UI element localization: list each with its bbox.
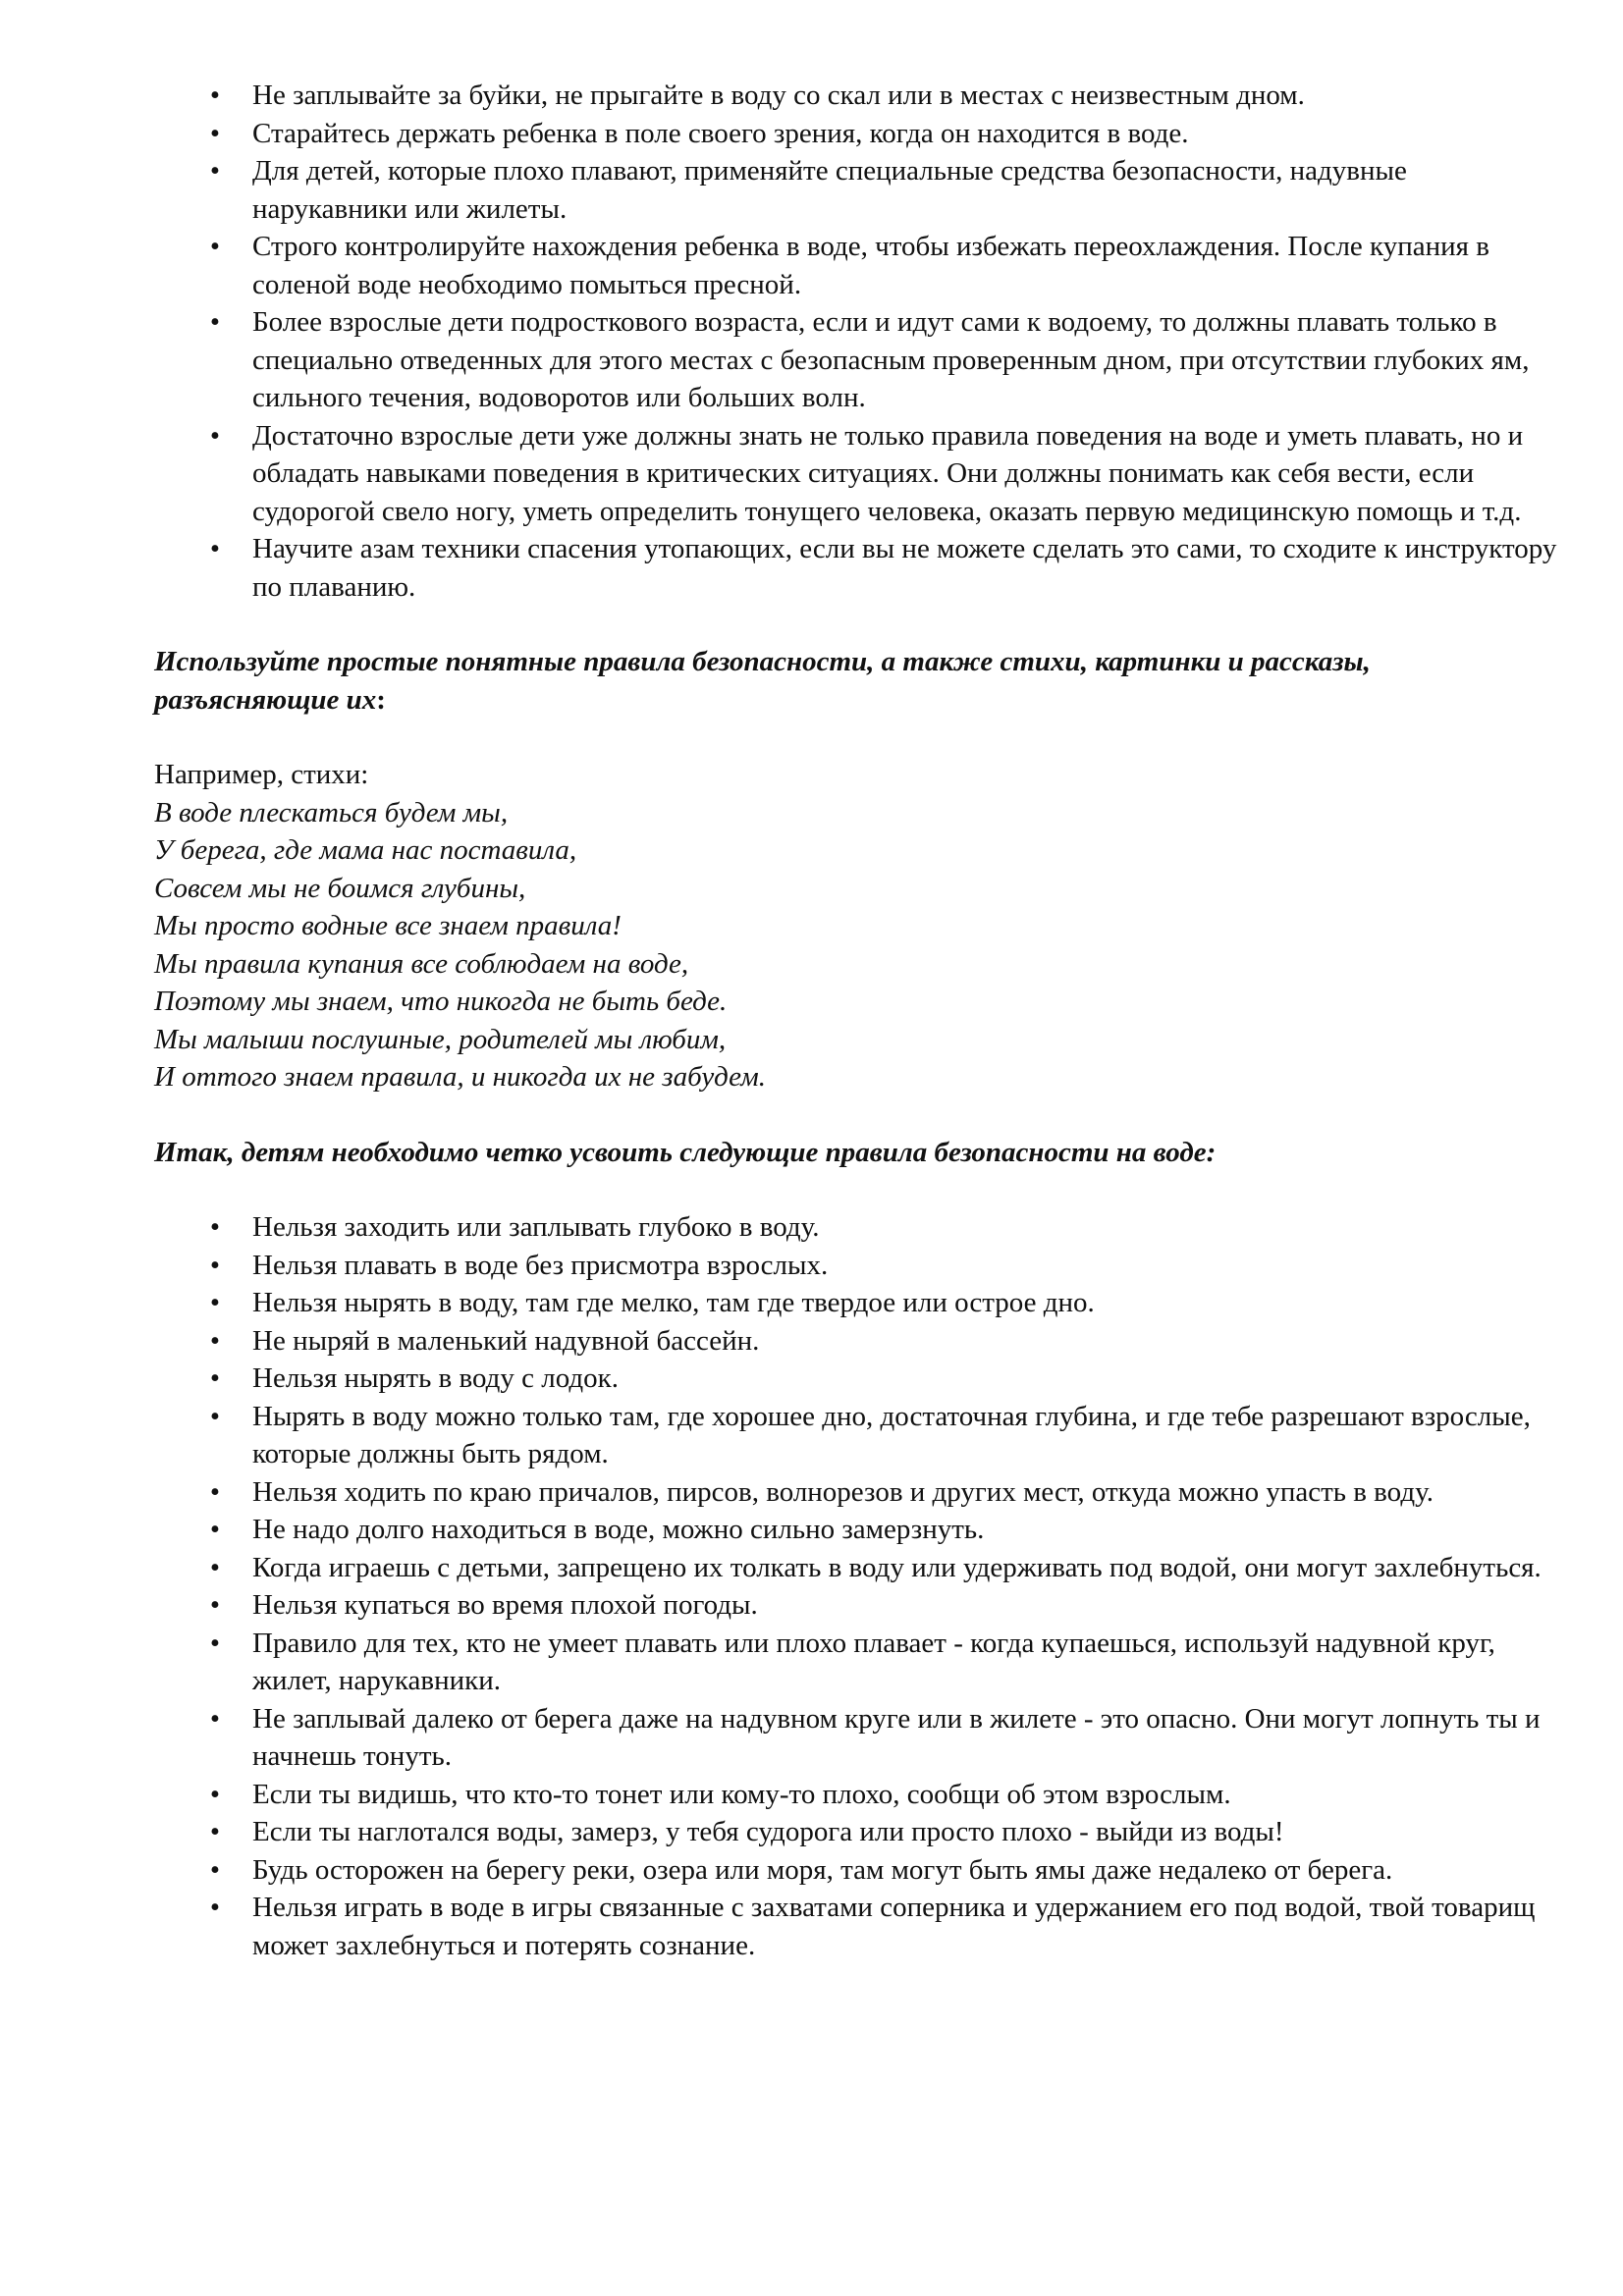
list-item: • Когда играешь с детьми, запрещено их толкать в воду или удерживать под водой, они могут захлебнуться. — [154, 1549, 1558, 1587]
bullet-icon: • — [209, 117, 221, 149]
bullet-icon: • — [209, 1514, 221, 1545]
list-item: • Нельзя нырять в воду, там где мелко, там где твердое или острое дно. — [154, 1284, 1558, 1322]
list-item: • Нельзя купаться во время плохой погоды. — [154, 1586, 1558, 1625]
list-item: • Старайтесь держать ребенка в поле своего зрения, когда он находится в воде. — [154, 115, 1558, 153]
poem-line: У берега, где мама нас поставила, — [154, 834, 577, 866]
list-item: • Не заплывайте за буйки, не прыгайте в воду со скал или в местах с неизвестным дном. — [154, 77, 1558, 115]
list-item: • Достаточно взрослые дети уже должны знать не только правила поведения на воде и уметь плавать, но и обладать навыками поведения в критических ситуациях. Они должны понимать как себя вести, если судорогой свело ногу, уметь определить тонущего человека, оказать первую медицинскую помощь и т.д. — [154, 417, 1558, 531]
poem-line: Мы малыши послушные, родителей мы любим, — [154, 1023, 727, 1055]
bullet-icon: • — [209, 1324, 221, 1357]
list-item: • Если ты наглотался воды, замерз, у тебя судорога или просто плохо - выйди из воды! — [154, 1813, 1558, 1851]
list-item: • Будь осторожен на берегу реки, озера или моря, там могут быть ямы даже недалеко от берега. — [154, 1851, 1558, 1890]
list-item: • Не ныряй в маленький надувной бассейн. — [154, 1322, 1558, 1361]
bullet-icon: • — [209, 1702, 221, 1735]
poem-line: Мы просто водные все знаем правила! — [154, 910, 622, 941]
list-item: • Научите азам техники спасения утопающих, если вы не можете сделать это сами, то сходите к инструктору по плаванию. — [154, 530, 1558, 606]
bullet-icon: • — [209, 1778, 221, 1810]
list-item: • Правило для тех, кто не умеет плавать или плохо плавает - когда купаешься, используй надувной круг, жилет, нарукавники. — [154, 1625, 1558, 1700]
bullet-icon: • — [209, 1211, 221, 1243]
list-item: • Для детей, которые плохо плавают, применяйте специальные средства безопасности, надувные нарукавники или жилеты. — [154, 152, 1558, 228]
poem-line: И оттого знаем правила, и никогда их не забудем. — [154, 1061, 767, 1093]
list-item: • Нельзя играть в воде в игры связанные с захватами соперника и удержанием его под водой, твой товарищ может захлебнуться и потерять сознание. — [154, 1889, 1558, 1964]
bullet-icon: • — [209, 1816, 221, 1847]
poem-line: В воде плескаться будем мы, — [154, 796, 509, 828]
list-item: • Не заплывай далеко от берега даже на надувном круге или в жилете - это опасно. Они могут лопнуть ты и начнешь тонуть. — [154, 1700, 1558, 1776]
list-item: • Нельзя ходить по краю причалов, пирсов, волнорезов и других мест, откуда можно упасть в воду. — [154, 1473, 1558, 1512]
bullet-icon: • — [209, 1853, 221, 1886]
bullet-icon: • — [209, 1287, 221, 1318]
bullet-icon: • — [209, 1551, 221, 1583]
bullet-icon: • — [209, 1249, 221, 1281]
water-rules-list — [154, 1208, 1558, 1964]
section-heading-rules-poems: Используйте простые понятные правила безопасности, а также стихи, картинки и рассказы, разъясняющие их: — [154, 646, 1371, 716]
list-item: • Нельзя плавать в воде без присмотра взрослых. — [154, 1247, 1558, 1285]
poem-intro: Например, стихи: — [154, 759, 369, 790]
list-item: • Нельзя заходить или заплывать глубоко в воду. — [154, 1208, 1558, 1247]
bullet-icon: • — [209, 1400, 221, 1432]
poem-line: Поэтому мы знаем, что никогда не быть беде. — [154, 986, 728, 1017]
bullet-icon: • — [209, 1892, 221, 1923]
list-item: • Нельзя нырять в воду с лодок. — [154, 1360, 1558, 1398]
bullet-icon: • — [209, 1475, 221, 1508]
document-content — [154, 77, 1558, 1964]
bullet-icon: • — [209, 533, 221, 564]
poem-line: Мы правила купания все соблюдаем на воде, — [154, 947, 689, 980]
bullet-icon: • — [209, 1362, 221, 1394]
list-item: • Более взрослые дети подросткового возраста, если и идут сами к водоему, то должны плавать только в специально отведенных для этого местах с безопасным проверенным дном, при отсутствии глубоких ям, сильного течения, водоворотов или больших волн. — [154, 303, 1558, 417]
list-item: • Нырять в воду можно только там, где хорошее дно, достаточная глубина, и где тебе разрешают взрослые, которые должны быть рядом. — [154, 1398, 1558, 1473]
list-item: • Строго контролируйте нахождения ребенка в воде, чтобы избежать переохлаждения. После купания в соленой воде необходимо помыться пресной. — [154, 228, 1558, 303]
bullet-icon: • — [209, 231, 221, 262]
bullet-icon: • — [209, 80, 221, 111]
safety-tips-list — [154, 77, 1558, 606]
list-item: • Если ты видишь, что кто-то тонет или кому-то плохо, сообщи об этом взрослым. — [154, 1776, 1558, 1814]
bullet-icon: • — [209, 1627, 221, 1659]
list-item: • Не надо долго находиться в воде, можно сильно замерзнуть. — [154, 1511, 1558, 1549]
bullet-icon: • — [209, 155, 221, 187]
bullet-icon: • — [209, 306, 221, 338]
poem — [154, 794, 1558, 1096]
bullet-icon: • — [209, 1589, 221, 1621]
section-heading-water-rules: Итак, детям необходимо четко усвоить следующие правила безопасности на воде: — [154, 1136, 1217, 1168]
poem-line: Совсем мы не боимся глубины, — [154, 872, 526, 904]
bullet-icon: • — [209, 419, 221, 452]
